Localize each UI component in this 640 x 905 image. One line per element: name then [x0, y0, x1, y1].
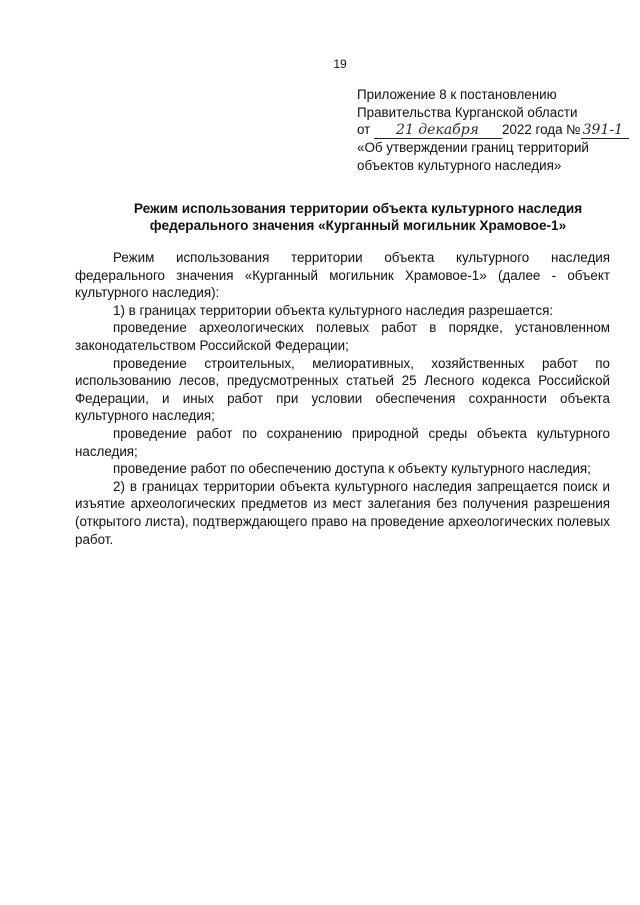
- appendix-line-4: «Об утверждении границ территорий: [357, 140, 589, 155]
- body-paragraph: проведение строительных, мелиоративных, хозяйственных работ по использованию лесов, предусмотренных статьей 25 Лесного кодекса Российской Федерации, и иных работ при условии обеспечения сохранности объекта культурного наследия;: [75, 355, 610, 424]
- document-body: [75, 249, 610, 548]
- body-paragraph: 1) в границах территории объекта культурного наследия разрешается:: [113, 302, 554, 318]
- body-paragraph: проведение работ по сохранению природной среды объекта культурного наследия;: [75, 425, 610, 459]
- appendix-prefix-ot: от: [357, 122, 371, 137]
- page-number: 19: [333, 57, 347, 71]
- appendix-header: [357, 86, 627, 174]
- appendix-year-text: 2022 года №: [502, 122, 581, 137]
- body-paragraph: Режим использования территории объекта культурного наследия федерального значения «Курганный могильник Храмовое-1» (далее - объект культурного наследия):: [75, 250, 610, 301]
- body-paragraph: 2) в границах территории объекта культурного наследия запрещается поиск и изъятие археологических предметов из мест залегания без получения разрешения (открытого листа), подтверждающего право на проведение археологических полевых работ.: [75, 478, 610, 547]
- appendix-line-1: Приложение 8 к постановлению: [357, 87, 557, 102]
- title-line-2: федерального значения «Курганный могильник Храмовое-1»: [149, 218, 567, 233]
- appendix-line-2: Правительства Курганской области: [357, 104, 578, 120]
- handwritten-date: 21 декабря: [374, 123, 502, 139]
- body-paragraph: проведение археологических полевых работ в порядке, установленном законодательством Российской Федерации;: [75, 320, 610, 353]
- title-line-1: Режим использования территории объекта культурного наследия: [133, 201, 583, 216]
- appendix-date-line: [357, 121, 627, 139]
- handwritten-number: 391-1: [581, 123, 629, 139]
- body-paragraph: проведение работ по обеспечению доступа к объекту культурного наследия;: [113, 461, 591, 477]
- appendix-line-5: объектов культурного наследия»: [357, 157, 562, 173]
- document-title: [118, 200, 598, 234]
